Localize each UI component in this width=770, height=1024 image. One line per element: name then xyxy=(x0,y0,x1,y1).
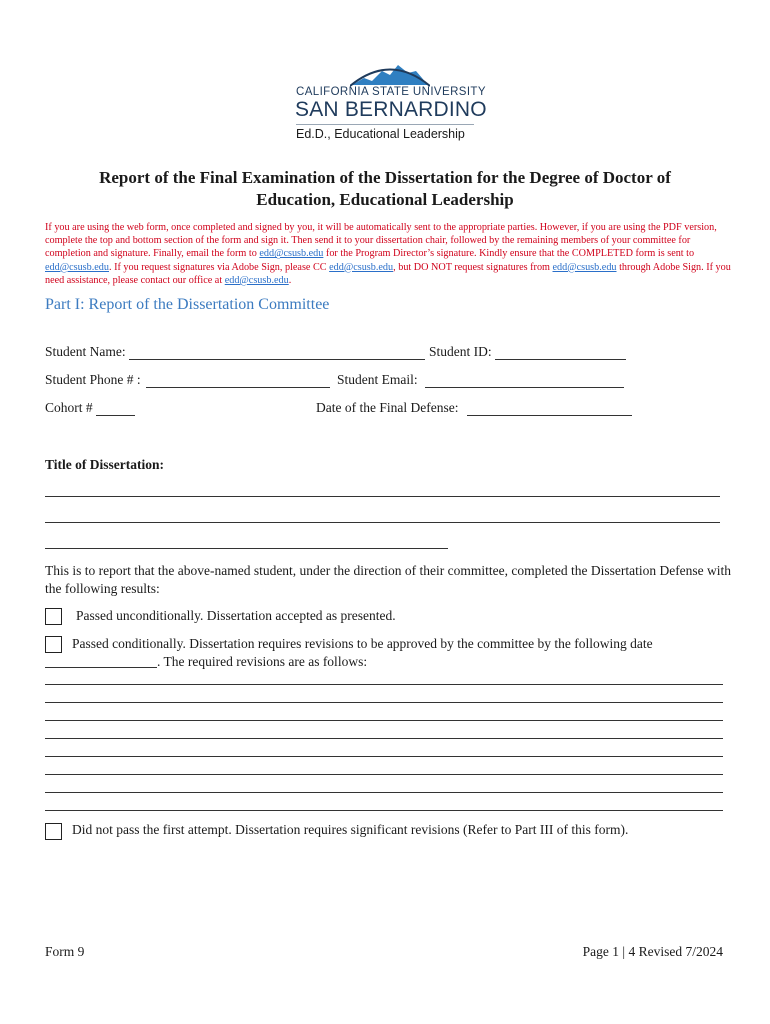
cohort-label: Cohort # xyxy=(45,400,93,415)
student-name-label: Student Name: xyxy=(45,344,126,359)
instructions: If you are using the web form, once completed and signed by you, it will be automatically sent to the appropriate parties. However, if you are using the PDF version, complete the top and bottom section of the form and sign it. Then send it to your dissertation chair, followed by the remaining members of your committee for completion and signature. Finally, email the form to edd@csusb.edu for the Program Director’s signature. Kindly ensure that the COMPLETED form is sent to edd@csusb.edu. If you request signatures via Adobe Sign, please CC edd@csusb.edu, but DO NOT request signatures from edd@csusb.edu through Adobe Sign. If you need assistance, please contact our office at edd@csusb.edu. xyxy=(45,222,731,286)
defense-date-field[interactable] xyxy=(467,415,632,416)
revision-line[interactable] xyxy=(45,720,723,721)
form-title xyxy=(60,167,710,211)
page-number: Page 1 | 4 Revised 7/2024 xyxy=(582,944,723,959)
passed-conditionally-label: Passed conditionally. Dissertation requires revisions to be approved by the committee by the following date xyxy=(72,636,653,651)
revision-line[interactable] xyxy=(45,702,723,703)
dissertation-title-line-1[interactable] xyxy=(45,496,720,497)
revision-line[interactable] xyxy=(45,810,723,811)
dissertation-title-label: Title of Dissertation: xyxy=(45,457,164,472)
dissertation-title-line-2[interactable] xyxy=(45,522,720,523)
logo-program: Ed.D., Educational Leadership xyxy=(296,127,465,141)
revisions-intro-label: . The required revisions are as follows: xyxy=(157,654,368,669)
logo-line-1: CALIFORNIA STATE UNIVERSITY xyxy=(296,86,486,98)
student-id-field[interactable] xyxy=(495,359,626,360)
did-not-pass-label: Did not pass the first attempt. Dissertation requires significant revisions (Refer to Part III of this form). xyxy=(72,822,629,837)
student-phone-field[interactable] xyxy=(146,387,330,388)
revision-line[interactable] xyxy=(45,774,723,775)
form-title-line-1: Report of the Final Examination of the Dissertation for the Degree of Doctor of xyxy=(99,168,671,187)
cohort-field[interactable] xyxy=(96,415,135,416)
revision-line[interactable] xyxy=(45,792,723,793)
student-email-label: Student Email: xyxy=(337,372,418,387)
university-logo xyxy=(290,58,490,150)
email-link[interactable]: edd@csusb.edu xyxy=(329,261,394,273)
student-id-label: Student ID: xyxy=(429,344,492,359)
revision-line[interactable] xyxy=(45,738,723,739)
part-heading: Part I: Report of the Dissertation Committee xyxy=(45,296,330,313)
did-not-pass-checkbox[interactable] xyxy=(45,823,62,840)
email-link[interactable]: edd@csusb.edu xyxy=(552,261,617,273)
revision-line[interactable] xyxy=(45,756,723,757)
student-email-field[interactable] xyxy=(425,387,624,388)
report-statement: This is to report that the above-named student, under the direction of their committee, completed the Dissertation Defense with the following results: xyxy=(45,563,732,596)
passed-conditionally-checkbox[interactable] xyxy=(45,636,62,653)
revision-date-field[interactable] xyxy=(45,667,157,668)
revision-line[interactable] xyxy=(45,684,723,685)
email-link[interactable]: edd@csusb.edu xyxy=(45,261,109,273)
dissertation-title-line-3[interactable] xyxy=(45,548,448,549)
email-link[interactable]: edd@csusb.edu xyxy=(224,274,289,286)
passed-unconditionally-label: Passed unconditionally. Dissertation accepted as presented. xyxy=(76,608,396,623)
passed-unconditionally-checkbox[interactable] xyxy=(45,608,62,625)
logo-line-2: SAN BERNARDINO xyxy=(295,98,487,121)
student-phone-label: Student Phone # : xyxy=(45,372,141,387)
form-number: Form 9 xyxy=(45,944,85,959)
student-name-field[interactable] xyxy=(129,359,425,360)
logo-divider xyxy=(296,124,474,125)
email-link[interactable]: edd@csusb.edu xyxy=(259,248,324,260)
mountain-logo-icon xyxy=(350,61,430,87)
form-title-line-2: Education, Educational Leadership xyxy=(256,190,514,209)
defense-date-label: Date of the Final Defense: xyxy=(316,400,459,415)
